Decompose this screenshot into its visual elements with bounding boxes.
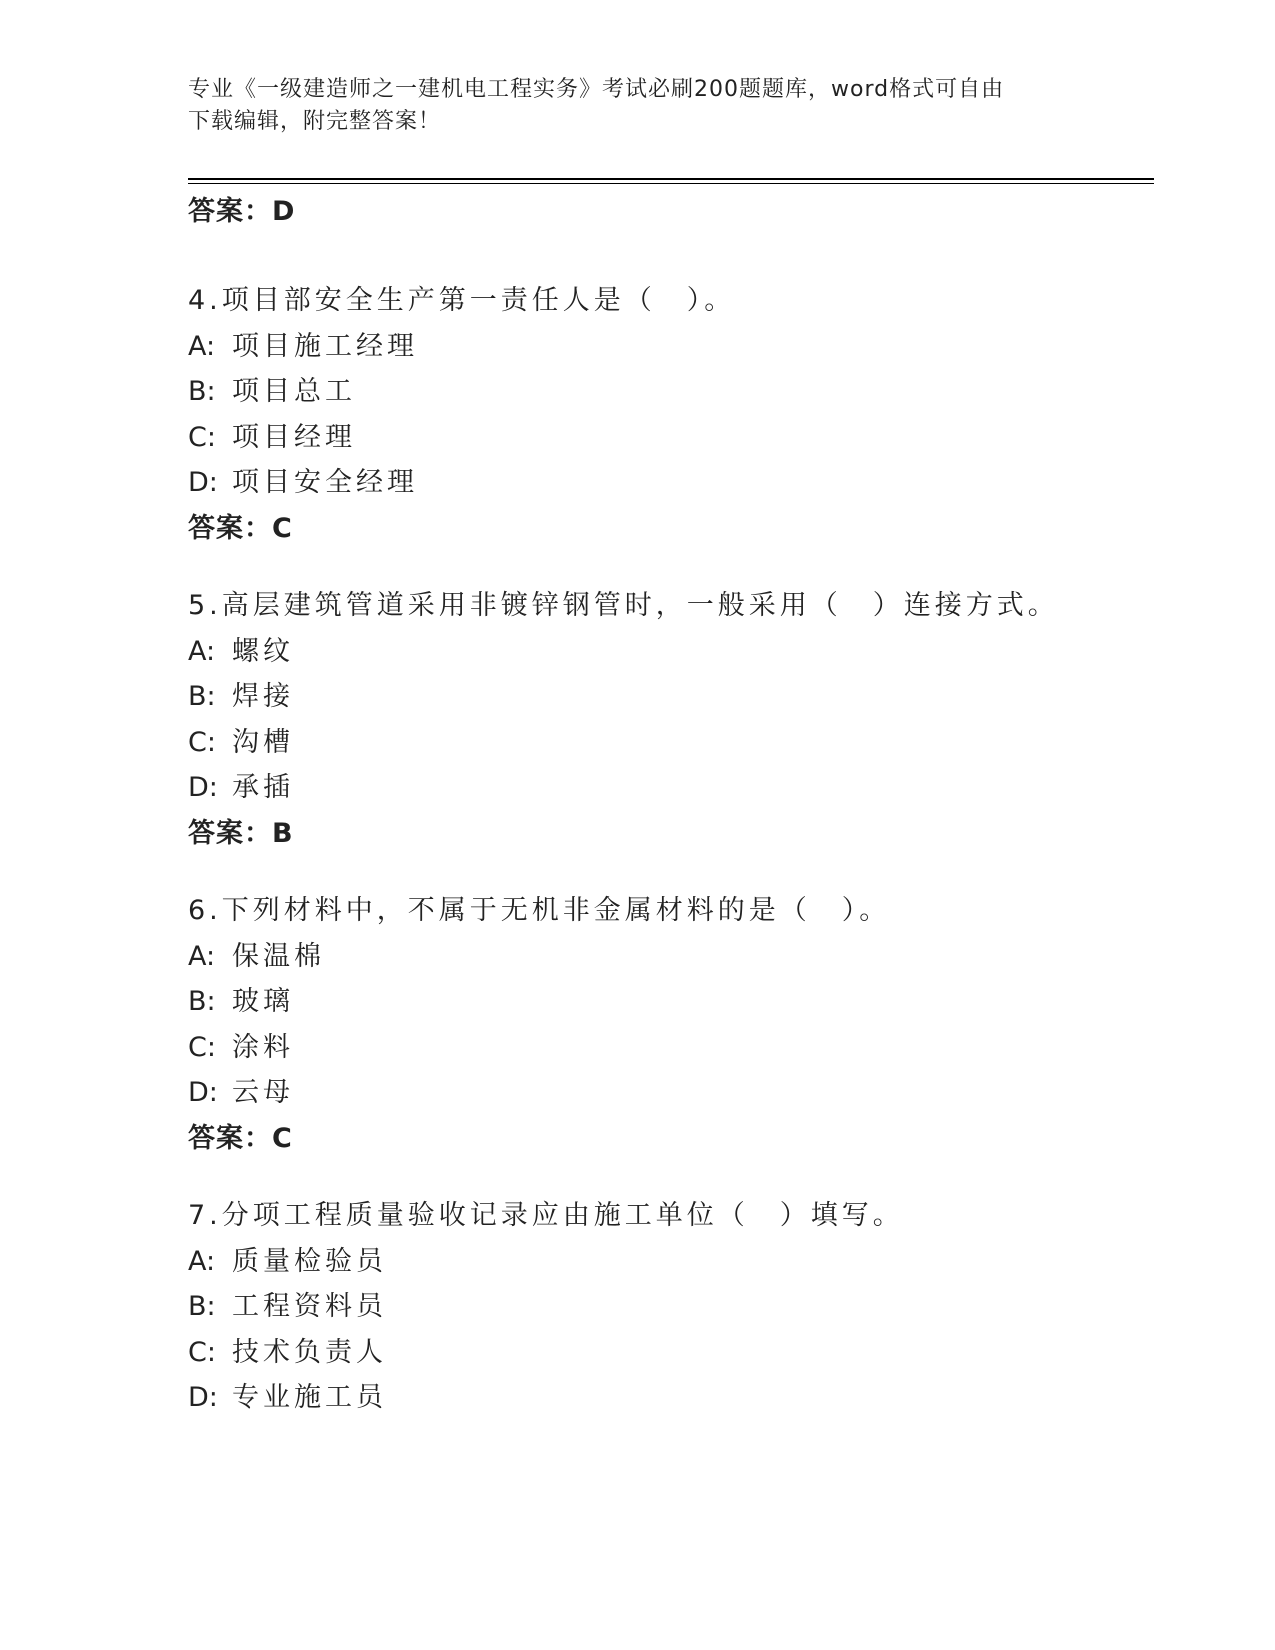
document-header — [188, 74, 1088, 138]
question-text: 7.分项工程质量验收记录应由施工单位（ ）填写。 — [188, 1200, 904, 1231]
option-letter: B: — [188, 681, 216, 712]
option-b — [188, 1284, 1168, 1330]
question-text: 6.下列材料中，不属于无机非金属材料的是（ ）。 — [188, 895, 891, 926]
option-text: 项目总工 — [232, 376, 356, 407]
answer: 答案：C — [188, 512, 293, 544]
option-text: 专业施工员 — [232, 1382, 387, 1413]
question-text: 5.高层建筑管道采用非镀锌钢管时，一般采用（ ）连接方式。 — [188, 590, 1059, 621]
option-letter: C: — [188, 726, 216, 758]
answer: 答案：B — [188, 817, 294, 849]
previous-answer: 答案：D — [188, 196, 296, 227]
header-line-1: 专业《一级建造师之一建机电工程实务》考试必刷200题题库，word格式可自由 — [188, 77, 1005, 102]
option-text: 项目施工经理 — [232, 330, 418, 362]
option-text: 技术负责人 — [232, 1336, 387, 1368]
question-6 — [188, 888, 1168, 1161]
header-divider-thin — [188, 183, 1154, 184]
header-line-2: 下载编辑，附完整答案！ — [188, 109, 442, 134]
option-letter: C: — [188, 421, 216, 453]
option-text: 保温棉 — [232, 940, 325, 972]
option-letter: D: — [188, 467, 218, 498]
option-b — [188, 674, 1168, 720]
option-a — [188, 629, 1168, 675]
option-text: 沟槽 — [232, 726, 294, 758]
option-letter: C: — [188, 1336, 216, 1368]
option-letter: D: — [188, 1077, 218, 1108]
option-d — [188, 765, 1168, 811]
option-letter: A: — [188, 635, 216, 667]
option-letter: A: — [188, 940, 216, 972]
option-text: 螺纹 — [232, 635, 294, 667]
option-c — [188, 720, 1168, 766]
option-letter: C: — [188, 1031, 216, 1063]
option-a — [188, 324, 1168, 370]
option-letter: D: — [188, 1382, 218, 1413]
question-4 — [188, 278, 1168, 551]
option-c — [188, 1330, 1168, 1376]
option-text: 质量检验员 — [232, 1245, 387, 1277]
option-d — [188, 460, 1168, 506]
option-text: 项目经理 — [232, 421, 356, 453]
option-text: 工程资料员 — [232, 1291, 387, 1322]
question-5 — [188, 583, 1168, 856]
option-a — [188, 1239, 1168, 1285]
option-letter: B: — [188, 1291, 216, 1322]
option-text: 承插 — [232, 772, 294, 803]
option-c — [188, 415, 1168, 461]
header-divider-thick — [188, 178, 1154, 180]
option-letter: A: — [188, 330, 216, 362]
option-text: 玻璃 — [232, 986, 294, 1017]
option-letter: D: — [188, 772, 218, 803]
option-text: 涂料 — [232, 1031, 294, 1063]
question-text: 4.项目部安全生产第一责任人是（ ）。 — [188, 285, 736, 316]
option-text: 项目安全经理 — [232, 467, 418, 498]
option-letter: B: — [188, 376, 216, 407]
question-7 — [188, 1193, 1168, 1421]
option-d — [188, 1070, 1168, 1116]
option-text: 云母 — [232, 1077, 294, 1108]
option-c — [188, 1025, 1168, 1071]
option-b — [188, 979, 1168, 1025]
option-a — [188, 934, 1168, 980]
option-d — [188, 1375, 1168, 1421]
answer: 答案：C — [188, 1122, 293, 1154]
option-b — [188, 369, 1168, 415]
option-letter: B: — [188, 986, 216, 1017]
option-text: 焊接 — [232, 681, 294, 712]
option-letter: A: — [188, 1245, 216, 1277]
